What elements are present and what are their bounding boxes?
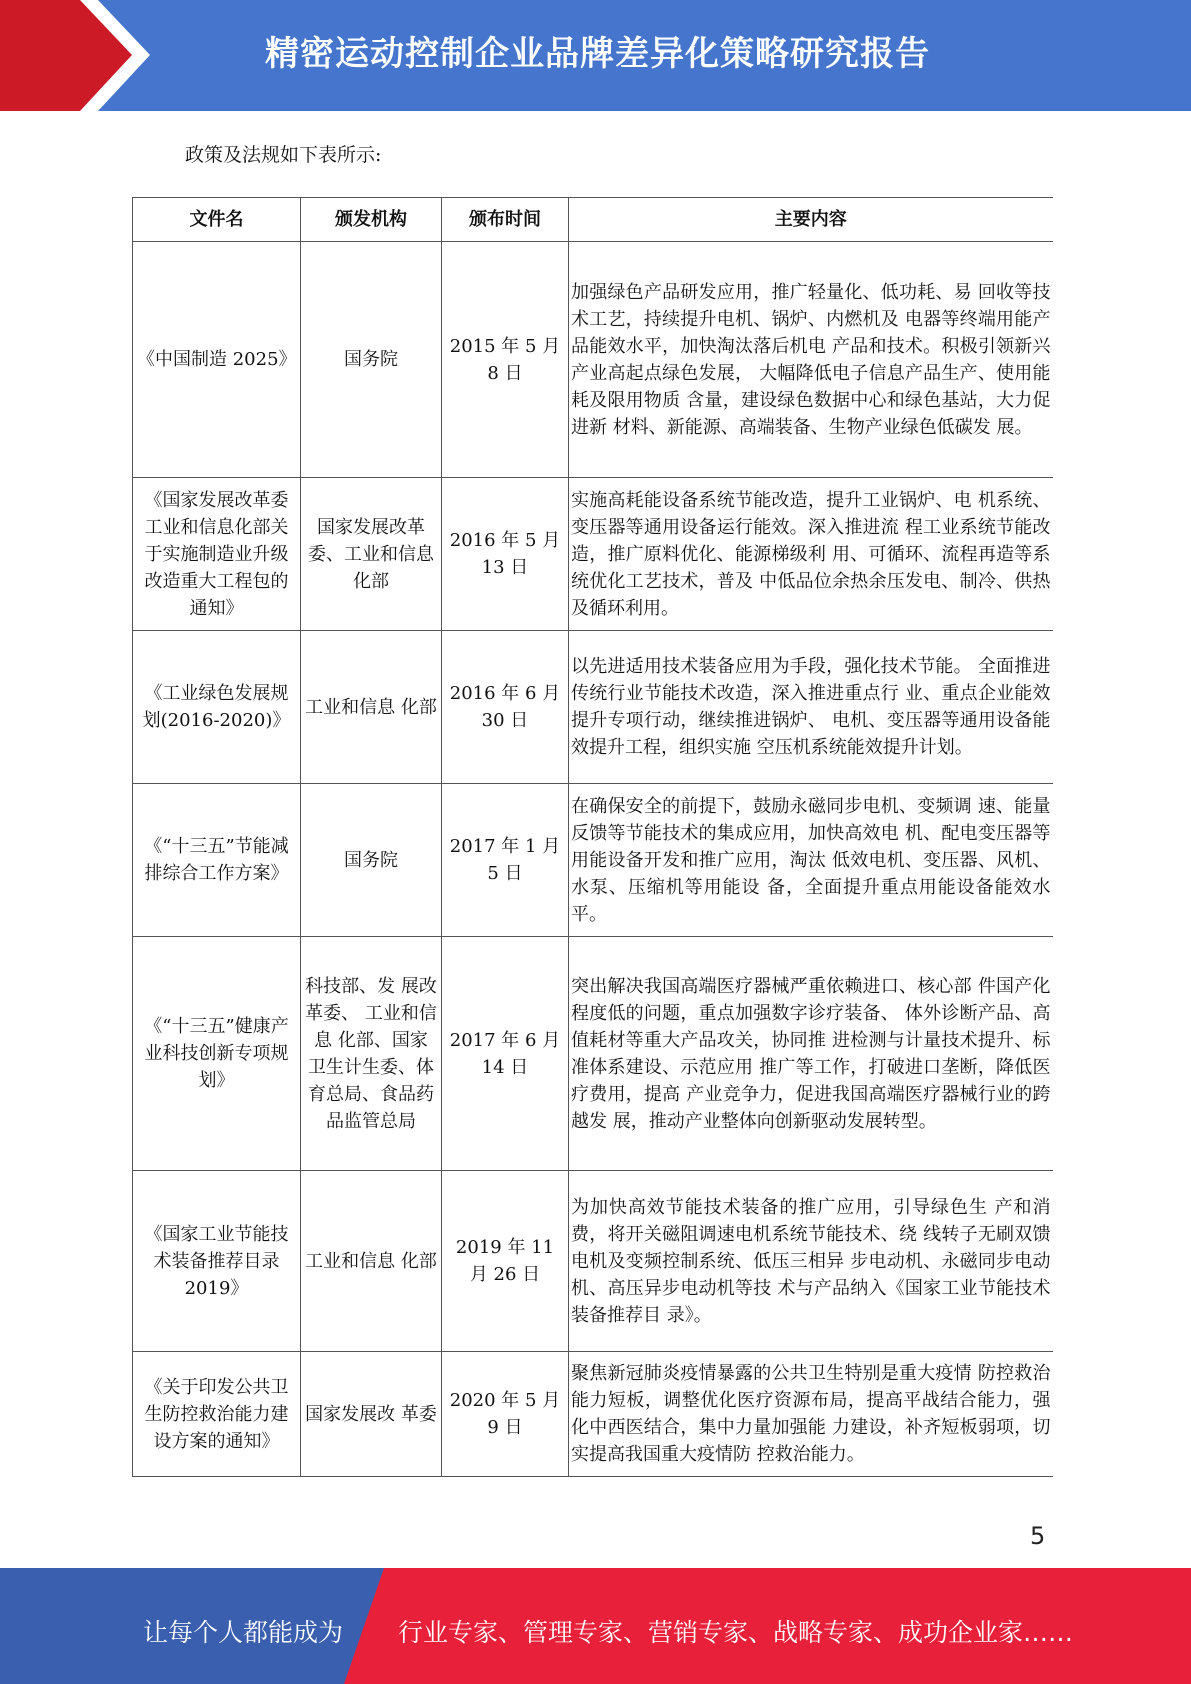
table-row: [133, 1352, 1053, 1477]
cell-name: 《中国制造 2025》: [133, 242, 301, 478]
intro-text: 政策及法规如下表所示:: [185, 144, 382, 166]
cell-date: 2017 年 1 月 5 日: [442, 784, 569, 937]
page-number: 5: [1030, 1522, 1046, 1550]
table-header-row: [133, 198, 1053, 242]
cell-date: 2020 年 5 月 9 日: [442, 1352, 569, 1477]
cell-content: 突出解决我国高端医疗器械严重依赖进口、核心部 件国产化程度低的问题，重点加强数字诊疗装备、 体外诊断产品、高值耗材等重大产品攻关，协同推 进检测与计量技术提升、标准体系建设、示范应用 推广等工作，打破进口垄断，降低医疗费用，提高 产业竞争力，促进我国高端医疗器械行业的跨越发 展，推动产业整体向创新驱动发展转型。: [569, 937, 1053, 1171]
cell-name: 《“十三五”节能减排综合工作方案》: [133, 784, 301, 937]
policy-table: [132, 197, 1053, 1477]
cell-content: 聚焦新冠肺炎疫情暴露的公共卫生特别是重大疫情 防控救治能力短板，调整优化医疗资源布局，提高平战结合能力，强化中西医结合，集中力量加强能 力建设，补齐短板弱项，切实提高我国重大疫情防 控救治能力。: [569, 1352, 1053, 1477]
cell-content: 加强绿色产品研发应用，推广轻量化、低功耗、易 回收等技术工艺，持续提升电机、锅炉、内燃机及 电器等终端用能产品能效水平，加快淘汰落后机电 产品和技术。积极引领新兴产业高起点绿色发展， 大幅降低电子信息产品生产、使用能耗及限用物质 含量，建设绿色数据中心和绿色基站，大力促进新 材料、新能源、高端装备、生物产业绿色低碳发 展。: [569, 242, 1053, 478]
header-banner: [0, 0, 1191, 111]
table-row: [133, 242, 1053, 478]
column-header-name: 文件名: [133, 198, 301, 242]
cell-org: 国家发展改 革委: [301, 1352, 442, 1477]
cell-org: 国务院: [301, 242, 442, 478]
table-row: [133, 1171, 1053, 1352]
cell-date: 2016 年 5 月 13 日: [442, 478, 569, 631]
table-row: [133, 631, 1053, 784]
footer-slogan-right: 行业专家、管理专家、营销专家、战略专家、成功企业家……: [398, 1618, 1074, 1647]
cell-org: 国家发展改革委、工业和信息化部: [301, 478, 442, 631]
table-row: [133, 937, 1053, 1171]
cell-date: 2017 年 6 月 14 日: [442, 937, 569, 1171]
column-header-content: 主要内容: [569, 198, 1053, 242]
cell-org: 工业和信息 化部: [301, 631, 442, 784]
column-header-org: 颁发机构: [301, 198, 442, 242]
cell-name: 《国家工业节能技术装备推荐目录 2019》: [133, 1171, 301, 1352]
footer-slogan-left: 让每个人都能成为: [143, 1618, 344, 1647]
cell-org: 国务院: [301, 784, 442, 937]
cell-name: 《关于印发公共卫生防控救治能力建设方案的通知》: [133, 1352, 301, 1477]
cell-content: 以先进适用技术装备应用为手段，强化技术节能。 全面推进传统行业节能技术改造，深入推进重点行 业、重点企业能效提升专项行动，继续推进锅炉、 电机、变压器等通用设备能效提升工程，组织实施 空压机系统能效提升计划。: [569, 631, 1053, 784]
footer-banner: [0, 1568, 1191, 1684]
cell-content: 在确保安全的前提下，鼓励永磁同步电机、变频调 速、能量反馈等节能技术的集成应用，加快高效电 机、配电变压器等用能设备开发和推广应用，淘汰 低效电机、变压器、风机、水泵、压缩机等用能设 备，全面提升重点用能设备能效水平。: [569, 784, 1053, 937]
column-header-date: 颁布时间: [442, 198, 569, 242]
cell-org: 工业和信息 化部: [301, 1171, 442, 1352]
cell-date: 2015 年 5 月 8 日: [442, 242, 569, 478]
cell-date: 2019 年 11 月 26 日: [442, 1171, 569, 1352]
cell-org: 科技部、发 展改革委、 工业和信息 化部、国家 卫生计生委、体育总局、食品药 品监管总局: [301, 937, 442, 1171]
cell-date: 2016 年 6 月 30 日: [442, 631, 569, 784]
table-row: [133, 784, 1053, 937]
cell-name: 《工业绿色发展规划(2016-2020)》: [133, 631, 301, 784]
cell-content: 实施高耗能设备系统节能改造，提升工业锅炉、电 机系统、变压器等通用设备运行能效。深入推进流 程工业系统节能改造，推广原料优化、能源梯级利 用、可循环、流程再造等系统优化工艺技术，普及 中低品位余热余压发电、制冷、供热及循环利用。: [569, 478, 1053, 631]
page-title: 精密运动控制企业品牌差异化策略研究报告: [265, 34, 930, 74]
cell-name: 《“十三五”健康产业科技创新专项规划》: [133, 937, 301, 1171]
cell-name: 《国家发展改革委工业和信息化部关于实施制造业升级改造重大工程包的通知》: [133, 478, 301, 631]
cell-content: 为加快高效节能技术装备的推广应用，引导绿色生 产和消费，将开关磁阻调速电机系统节能技术、绕 线转子无刷双馈电机及变频控制系统、低压三相异 步电动机、永磁同步电动机、高压异步电动机等技 术与产品纳入《国家工业节能技术装备推荐目 录》。: [569, 1171, 1053, 1352]
table-row: [133, 478, 1053, 631]
